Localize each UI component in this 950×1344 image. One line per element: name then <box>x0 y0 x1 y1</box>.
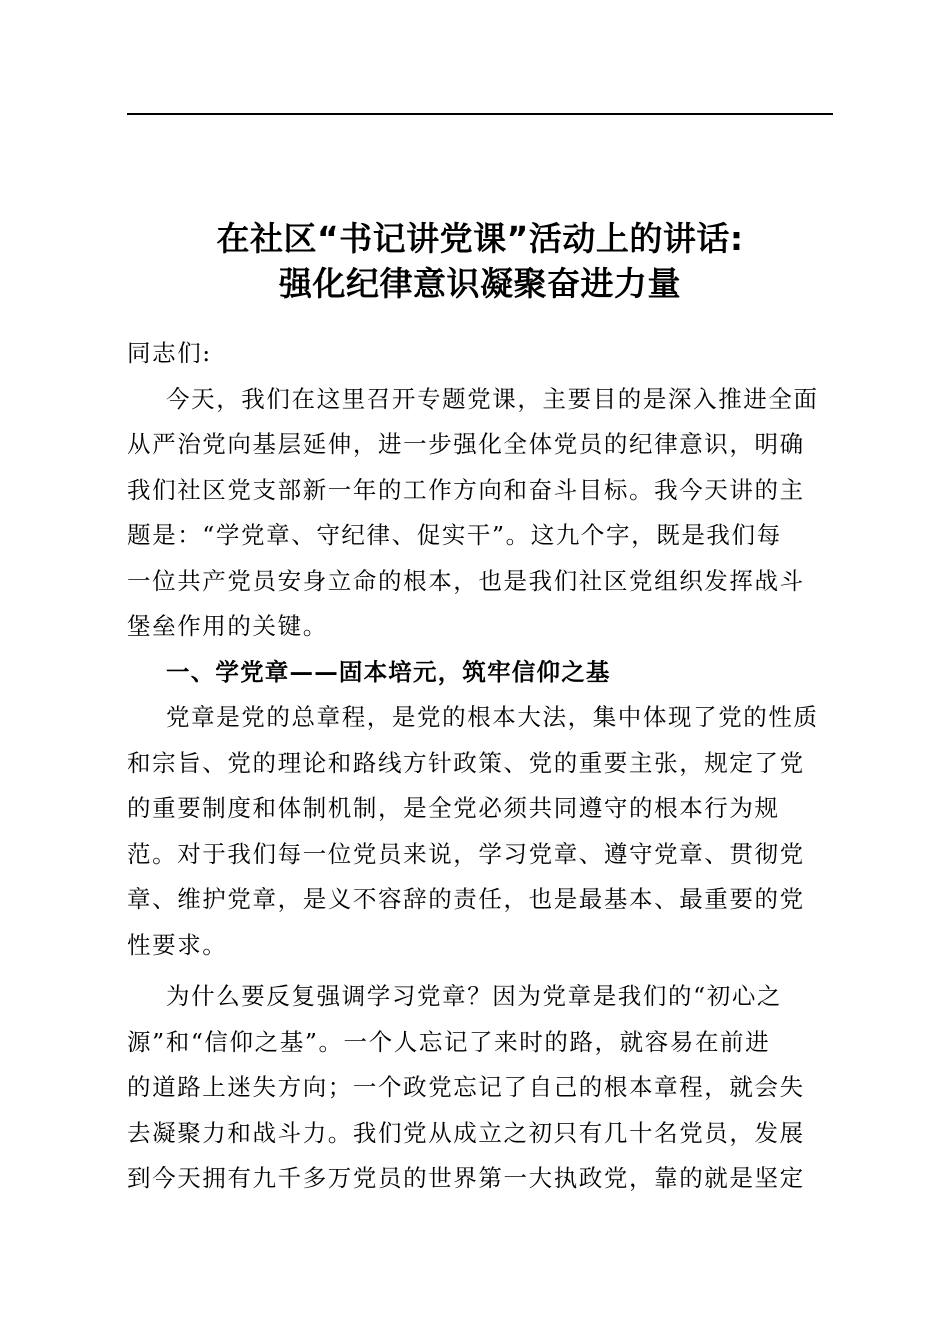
paragraph-line: 的道路上迷失方向；一个政党忘记了自己的根本章程，就会失 <box>127 1073 805 1101</box>
paragraph-line: 今天，我们在这里召开专题党课，主要目的是深入推进全面 <box>166 384 819 413</box>
title-line-1: 在社区“书记讲党课”活动上的讲话: <box>216 219 744 258</box>
paragraph-line: 党章是党的总章程，是党的根本大法，集中体现了党的性质 <box>166 703 819 731</box>
paragraph-line: 堡垒作用的关键。 <box>127 612 328 640</box>
paragraph-line: 的重要制度和体制机制，是全党必须共同遵守的根本行为规 <box>127 794 780 822</box>
section-paragraph-1 <box>127 695 833 968</box>
salutation: 同志们: <box>127 339 212 367</box>
paragraph-line: 题是：“学党章、守纪律、促实干”。这九个字，既是我们每 <box>127 521 782 549</box>
paragraph-line: 范。对于我们每一位党员来说，学习党章、遵守党章、贯彻党 <box>127 839 805 868</box>
paragraph-line: 我们社区党支部新一年的工作方向和奋斗目标。我今天讲的主 <box>127 475 805 504</box>
paragraph-line: 去凝聚力和战斗力。我们党从成立之初只有几十名党员，发展 <box>127 1118 805 1147</box>
paragraph-line: 和宗旨、党的理论和路线方针政策、党的重要主张，规定了党 <box>127 748 805 777</box>
section-paragraph-2 <box>127 974 833 1202</box>
paragraph-line: 一位共产党员安身立命的根本，也是我们社区党组织发挥战斗 <box>127 566 805 595</box>
paragraph-line: 源”和“信仰之基”。一个人忘记了来时的路，就容易在前进 <box>127 1027 771 1056</box>
paragraph-line: 性要求。 <box>127 930 228 959</box>
header-rule <box>127 113 833 115</box>
paragraph-line: 章、维护党章，是义不容辞的责任，也是最基本、最重要的党 <box>127 885 805 913</box>
paragraph-line: 从严治党向基层延伸，进一步强化全体党员的纪律意识，明确 <box>127 430 805 458</box>
title-line-2: 强化纪律意识凝聚奋进力量 <box>279 264 681 303</box>
intro-paragraph <box>127 377 833 650</box>
paragraph-line: 到今天拥有九千多万党员的世界第一大执政党，靠的就是坚定 <box>127 1164 805 1192</box>
document-body <box>127 331 833 1202</box>
section-heading: 一、学党章——固本培元，筑牢信仰之基 <box>166 657 611 686</box>
paragraph-line: 为什么要反复强调学习党章？因为党章是我们的“初心之 <box>166 982 783 1010</box>
